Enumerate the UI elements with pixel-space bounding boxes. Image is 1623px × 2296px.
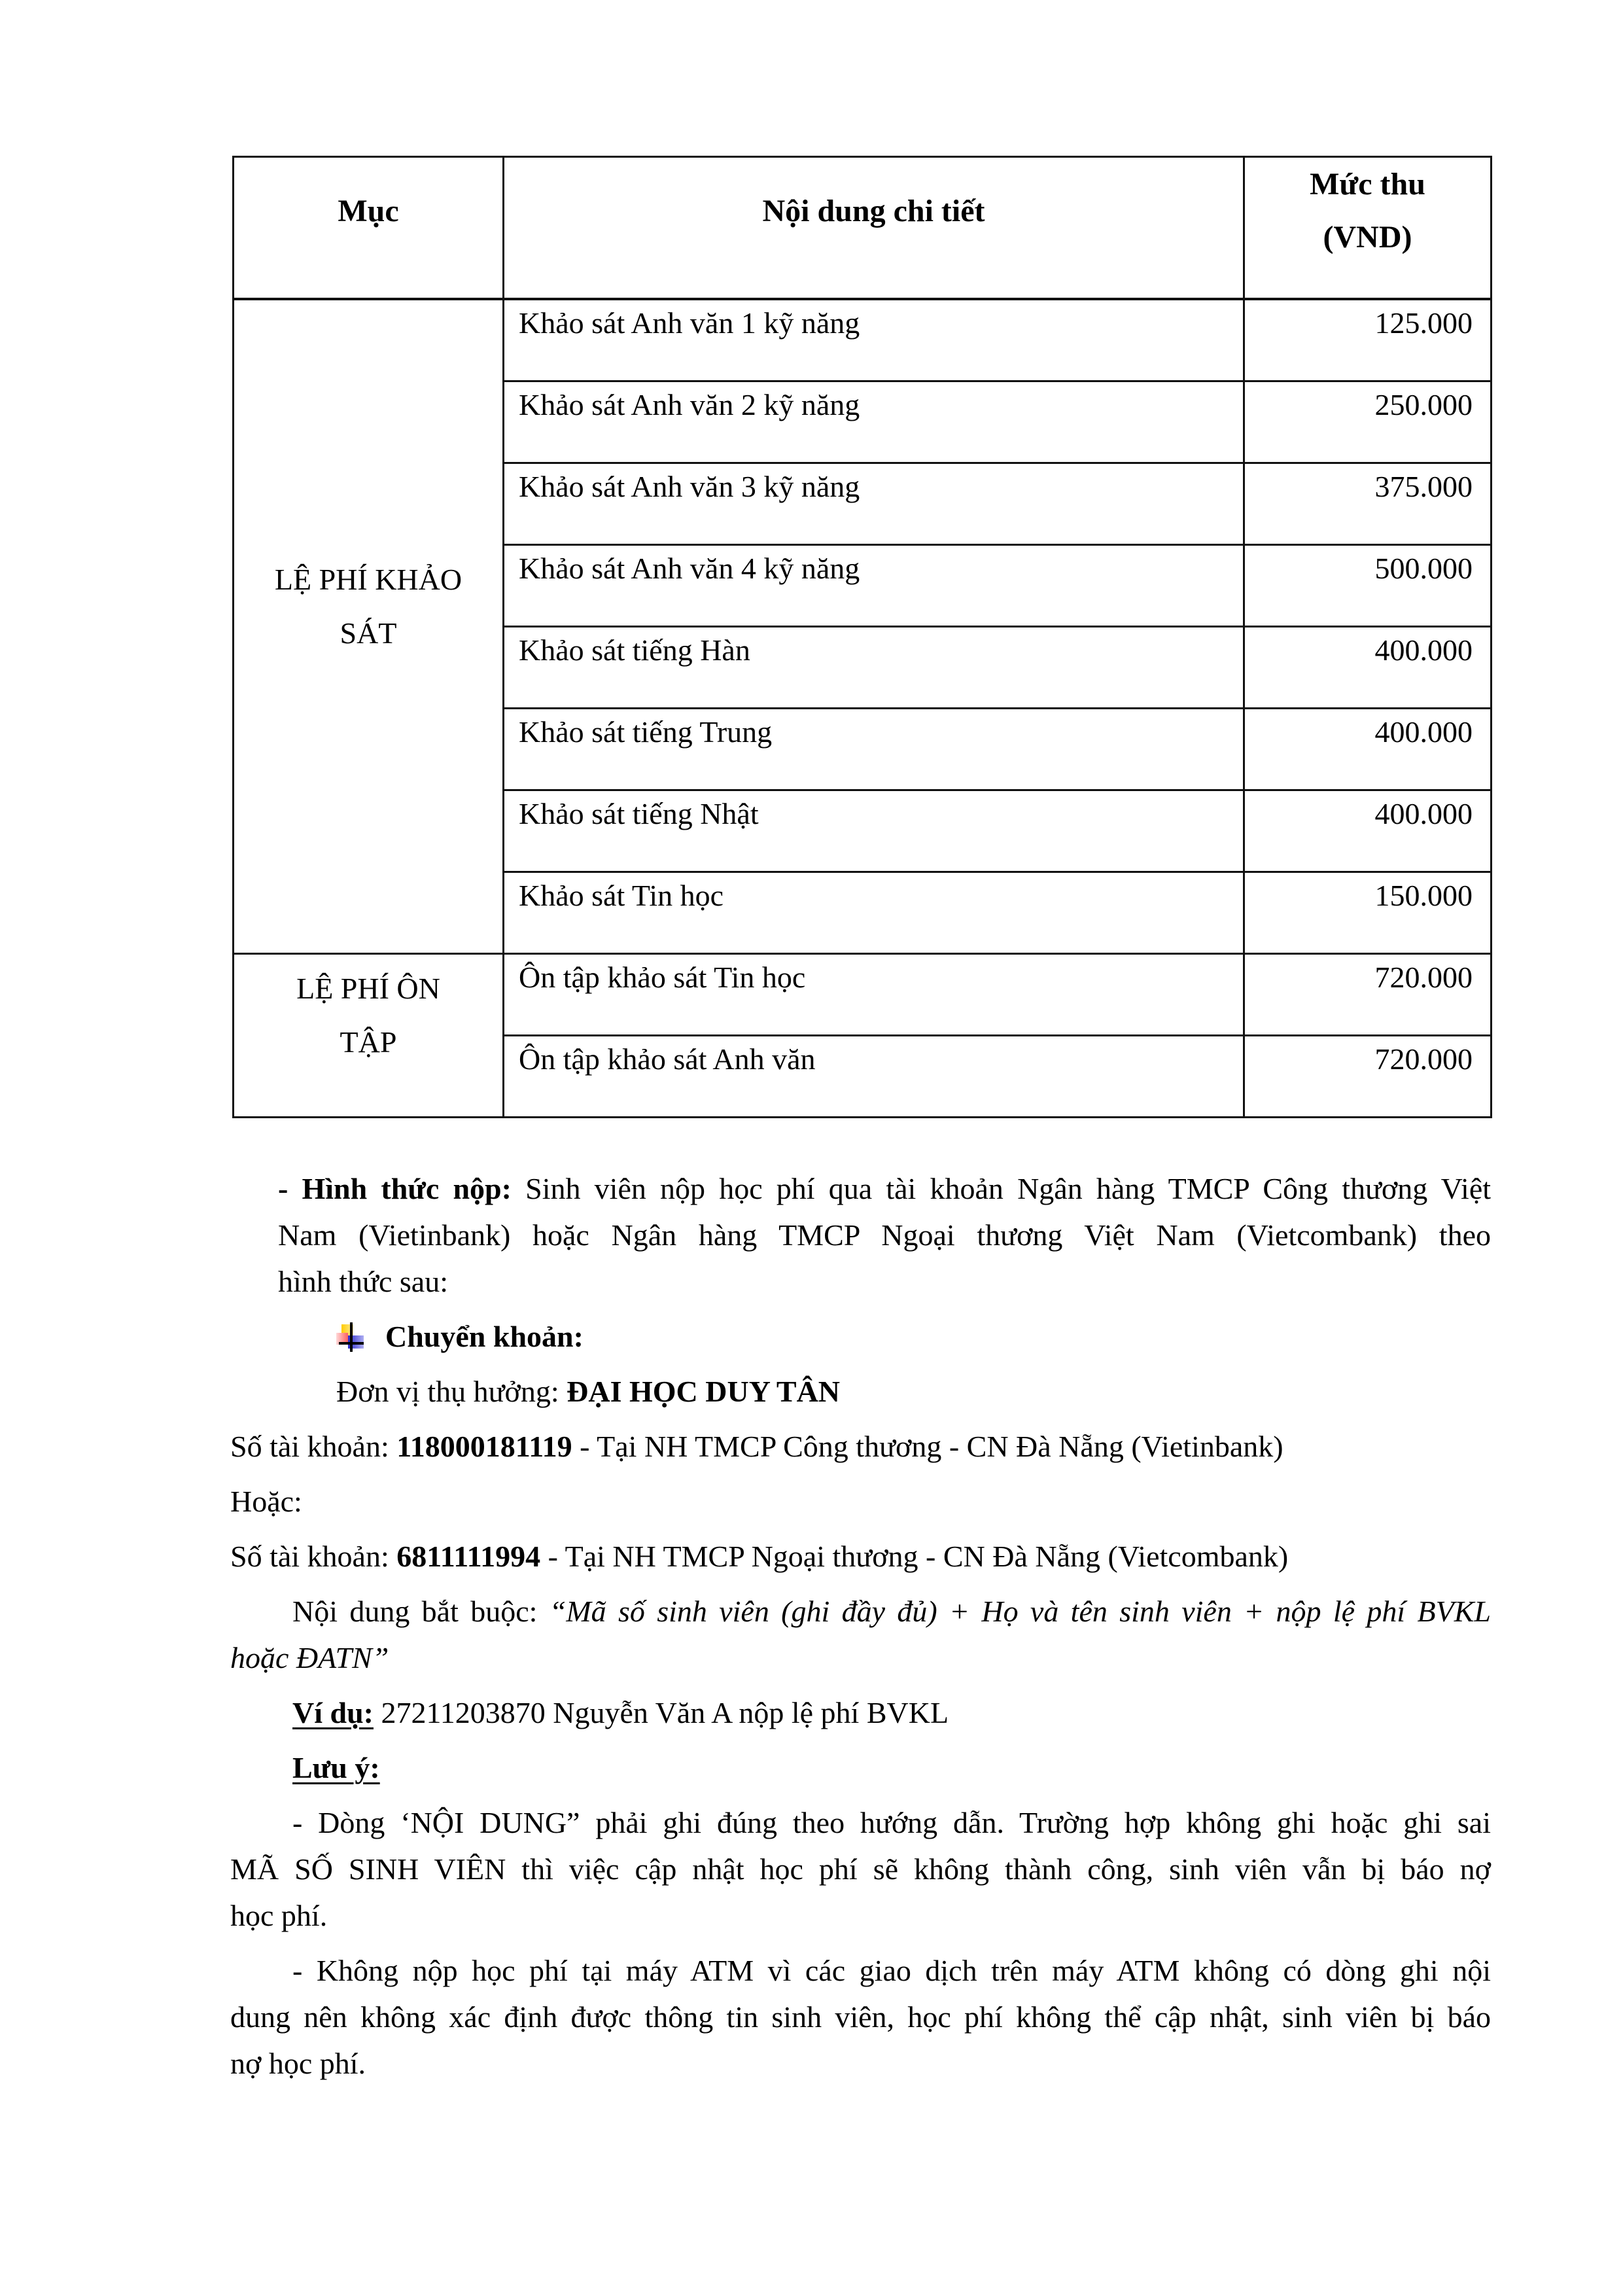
text-run: - Dòng ‘NỘI DUNG” phải ghi đúng theo hướng dẫn. Trường hợp không ghi hoặc ghi sai [292,1806,1491,1839]
bullet-icon-part-vline [350,1322,353,1352]
text-line [278,1165,1491,1212]
section-label-cell [234,953,504,1117]
header-cell-muc-thu [1244,157,1492,300]
account-vietcombank-line [230,1533,1491,1580]
item-cell: Khảo sát tiếng Hàn [504,626,1244,708]
amount-cell: 150.000 [1244,872,1492,953]
header-label-line2: (VND) [1323,220,1412,255]
text-run: - Hình thức nộp: [278,1172,526,1205]
section-label-line: TẬP [340,1025,397,1059]
text-run: Đơn vị thụ hưởng: [336,1375,567,1408]
item-cell: Ôn tập khảo sát Tin học [504,953,1244,1035]
text-line [230,1892,1491,1939]
header-cell-noi-dung [504,157,1244,300]
text-line [230,1423,1491,1470]
section-label-line: LỆ PHÍ ÔN [296,972,440,1005]
text-run: hình thức sau: [278,1265,449,1298]
text-run: 27211203870 Nguyễn Văn A nộp lệ phí BVKL [373,1696,949,1729]
item-cell: Khảo sát Anh văn 3 kỹ năng [504,463,1244,544]
text-run: “Mã số sinh viên (ghi đầy đủ) + Họ và tên sinh viên + nộp lệ phí BVKL [549,1595,1491,1628]
amount-cell: 400.000 [1244,626,1492,708]
text-line [278,1258,1491,1305]
text-run: Hoặc: [230,1485,302,1518]
note-atm-paragraph [230,1947,1491,2087]
header-cell-muc [234,157,504,300]
amount-cell: 400.000 [1244,708,1492,790]
text-run: Sinh viên nộp học phí qua tài khoản Ngân hàng TMCP Công thương Việt [525,1172,1492,1205]
transfer-bullet-icon [336,1324,364,1351]
text-run: dung nên không xác định được thông tin sinh viên, học phí không thể cập nhật, sinh viên bị báo [230,2000,1491,2034]
amount-cell: 500.000 [1244,544,1492,626]
table-row [234,953,1492,1035]
amount-cell: 720.000 [1244,953,1492,1035]
text-run: Chuyển khoản: [385,1320,584,1353]
text-line [230,1634,1491,1681]
text-line [230,1994,1491,2040]
text-run: - Tại NH TMCP Công thương - CN Đà Nẵng (Vietinbank) [572,1430,1283,1463]
text-line [336,1368,1491,1415]
item-cell: Khảo sát tiếng Trung [504,708,1244,790]
transfer-heading [230,1313,1491,1360]
text-run: - Tại NH TMCP Ngoại thương - CN Đà Nẵng (Vietcombank) [540,1540,1289,1573]
text-run: 6811111994 [396,1540,541,1573]
fee-table-body [234,299,1492,1117]
text-run: Số tài khoản: [230,1540,397,1573]
note-heading [230,1744,1491,1791]
amount-cell: 125.000 [1244,299,1492,381]
text-run: Nam (Vietinbank) hoặc Ngân hàng TMCP Ngoại thương Việt Nam (Vietcombank) theo [278,1218,1491,1252]
text-line [292,1588,1491,1634]
payment-method-paragraph [230,1165,1491,1305]
header-label: Nội dung chi tiết [762,193,985,228]
table-header-row [234,157,1492,300]
text-run: 118000181119 [396,1430,572,1463]
text-run: ĐẠI HỌC DUY TÂN [567,1375,841,1408]
text-run: Số tài khoản: [230,1430,397,1463]
example-line [230,1689,1491,1736]
amount-cell: 720.000 [1244,1035,1492,1117]
text-line [230,1533,1491,1580]
fee-table [232,156,1492,1118]
text-run: nợ học phí. [230,2047,366,2080]
section-label-line: LỆ PHÍ KHẢO [274,563,462,597]
text-run: - Không nộp học phí tại máy ATM vì các giao dịch trên máy ATM không có dòng ghi nội [292,1954,1491,1987]
text-run: hoặc ĐATN” [230,1641,389,1674]
or-line [230,1478,1491,1525]
text-line [292,1947,1491,1994]
item-cell: Khảo sát Anh văn 2 kỹ năng [504,381,1244,463]
text-run: Nội dung bắt buộc: [292,1595,550,1628]
amount-cell: 250.000 [1244,381,1492,463]
text-line [278,1212,1491,1258]
body-text [230,1165,1491,2087]
header-label-line1: Mức thu [1310,167,1425,202]
text-line [230,1478,1491,1525]
section-label-cell [234,299,504,953]
text-line [292,1799,1491,1846]
amount-cell: 375.000 [1244,463,1492,544]
note-content-paragraph [230,1799,1491,1939]
beneficiary-line [230,1368,1491,1415]
header-label: Mục [338,193,399,228]
text-run: học phí. [230,1899,328,1932]
item-cell: Ôn tập khảo sát Anh văn [504,1035,1244,1117]
text-run: MÃ SỐ SINH VIÊN thì việc cập nhật học phí sẽ không thành công, sinh viên vẫn bị báo nợ [230,1852,1491,1886]
item-cell: Khảo sát Tin học [504,872,1244,953]
item-cell: Khảo sát Anh văn 4 kỹ năng [504,544,1244,626]
text-line [292,1689,1491,1736]
amount-cell: 400.000 [1244,790,1492,872]
item-cell: Khảo sát Anh văn 1 kỹ năng [504,299,1244,381]
item-cell: Khảo sát tiếng Nhật [504,790,1244,872]
text-line [230,2040,1491,2087]
account-vietinbank-line [230,1423,1491,1470]
bullet-icon-part-hline [339,1342,364,1345]
text-run: Lưu ý: [292,1751,380,1784]
table-row [234,299,1492,381]
text-line [292,1744,1491,1791]
required-content-paragraph [230,1588,1491,1681]
text-line [336,1313,1491,1360]
section-label-line: SÁT [340,616,397,650]
text-run: Ví dụ: [292,1696,374,1729]
text-line [230,1846,1491,1892]
